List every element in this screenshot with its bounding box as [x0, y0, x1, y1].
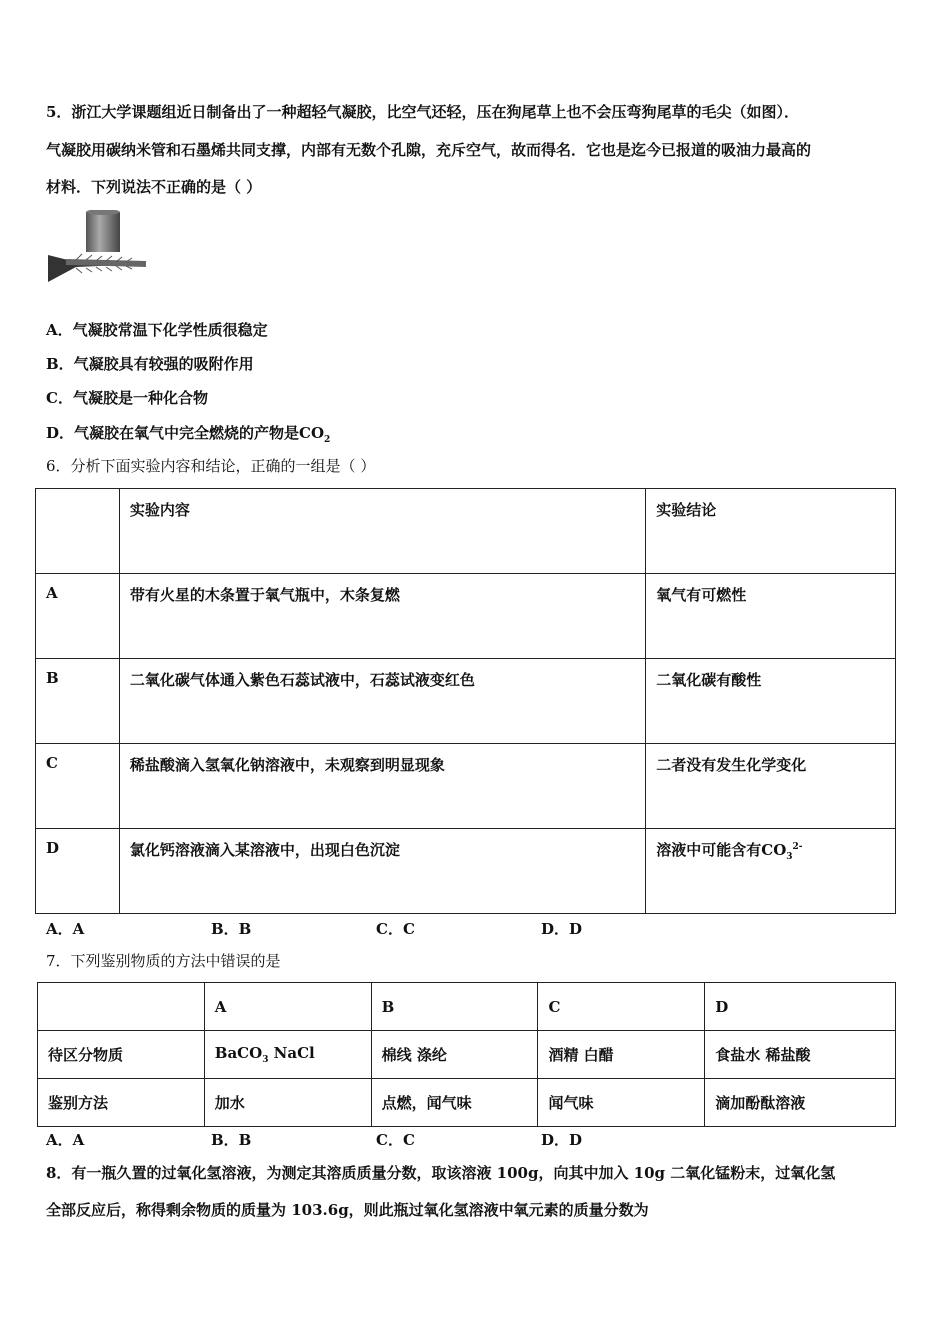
q6-table — [35, 488, 896, 914]
q7-header-b: B — [371, 983, 538, 1031]
q6-header-content: 实验内容 — [119, 489, 645, 574]
q6-header-conclusion: 实验结论 — [646, 489, 896, 574]
q6-row-content: 二氧化碳气体通入紫色石蕊试液中，石蕊试液变红色 — [119, 659, 645, 744]
q6-header-row — [36, 489, 896, 574]
q5-option-a: A．气凝胶常温下化学性质很稳定 — [46, 321, 268, 339]
q6-row-content: 氯化钙溶液滴入某溶液中，出现白色沉淀 — [119, 829, 645, 914]
q5-option-b: B．气凝胶具有较强的吸附作用 — [46, 355, 254, 373]
q7-answer-options — [0, 1129, 950, 1149]
q6-row-label: C — [36, 744, 120, 829]
q5-option-d-text: D．气凝胶在氧气中完全燃烧的产物是CO — [46, 424, 325, 442]
q7-table — [37, 982, 896, 1127]
q5-option-c: C．气凝胶是一种化合物 — [46, 389, 208, 407]
q6-row-label: A — [36, 574, 120, 659]
q5-line-2: 气凝胶用碳纳米管和石墨烯共同支撑，内部有无数个孔隙，充斥空气，故而得名．它也是迄今已报道的吸油力最高的 — [46, 141, 812, 159]
q6-header-blank — [36, 489, 120, 574]
q7-title: 7．下列鉴别物质的方法中错误的是 — [46, 952, 281, 970]
q6-answer-d[interactable]: D．D — [541, 920, 583, 938]
q7-header-blank — [38, 983, 205, 1031]
q7-answer-a[interactable]: A．A — [46, 1131, 85, 1149]
q5-option-d-subscript: 2 — [324, 435, 331, 445]
q7-header-c: C — [538, 983, 705, 1031]
q7-method-row — [38, 1079, 896, 1127]
q5-line-1: 5．浙江大学课题组近日制备出了一种超轻气凝胶，比空气还轻，压在狗尾草上也不会压弯狗尾草的毛尖（如图）． — [46, 103, 799, 121]
q5-option-d — [46, 423, 330, 450]
q6-answer-b[interactable]: B．B — [211, 920, 252, 938]
q7-answer-b[interactable]: B．B — [211, 1131, 252, 1149]
aerogel-on-grass-figure — [46, 210, 150, 290]
q6-row-label: D — [36, 829, 120, 914]
q8-line-2: 全部反应后，称得剩余物质的质量为 103.6g，则此瓶过氧化氢溶液中氧元素的质量分数为 — [46, 1201, 649, 1219]
q7-header-a: A — [204, 983, 371, 1031]
q6-row-content: 带有火星的木条置于氧气瓶中，木条复燃 — [119, 574, 645, 659]
q7-header-row — [38, 983, 896, 1031]
q7-substances-row — [38, 1031, 896, 1079]
q6-row-conclusion — [646, 829, 896, 914]
q6-row-b — [36, 659, 896, 744]
q7-header-d: D — [705, 983, 896, 1031]
q7-method-c: 闻气味 — [538, 1079, 705, 1127]
q7-method-a: 加水 — [204, 1079, 371, 1127]
q7-method-d: 滴加酚酞溶液 — [705, 1079, 896, 1127]
q6-answer-c[interactable]: C．C — [376, 920, 415, 938]
q6-row-content: 稀盐酸滴入氢氧化钠溶液中，未观察到明显现象 — [119, 744, 645, 829]
q7-substances-b: 棉线 涤纶 — [371, 1031, 538, 1079]
q6-row-d — [36, 829, 896, 914]
q6-row-d-conclusion-text: 溶液中可能含有CO — [656, 841, 787, 859]
q6-row-d-subscript: 3 — [786, 852, 793, 862]
q7-substances-a-subscript: 3 — [262, 1055, 269, 1065]
q7-substances-c: 酒精 白醋 — [538, 1031, 705, 1079]
q6-answer-options — [0, 918, 950, 938]
q7-substances-a — [204, 1031, 371, 1079]
q6-row-conclusion: 二氧化碳有酸性 — [646, 659, 896, 744]
q6-row-a — [36, 574, 896, 659]
q6-answer-a[interactable]: A．A — [46, 920, 85, 938]
q6-title: 6．分析下面实验内容和结论，正确的一组是（ ） — [46, 457, 376, 475]
q7-method-label: 鉴别方法 — [38, 1079, 205, 1127]
q7-substances-d: 食盐水 稀盐酸 — [705, 1031, 896, 1079]
q7-answer-d[interactable]: D．D — [541, 1131, 583, 1149]
q7-substances-label: 待区分物质 — [38, 1031, 205, 1079]
q7-substances-a-suffix: NaCl — [268, 1044, 315, 1062]
q7-method-b: 点燃，闻气味 — [371, 1079, 538, 1127]
q6-row-label: B — [36, 659, 120, 744]
q6-row-conclusion: 氧气有可燃性 — [646, 574, 896, 659]
q8-line-1: 8．有一瓶久置的过氧化氢溶液，为测定其溶质质量分数，取该溶液 100g，向其中加入 10g 二氧化锰粉末，过氧化氢 — [46, 1164, 836, 1182]
q6-row-c — [36, 744, 896, 829]
q7-substances-a-prefix: BaCO — [214, 1044, 263, 1062]
q6-row-conclusion: 二者没有发生化学变化 — [646, 744, 896, 829]
q5-line-3: 材料．下列说法不正确的是（ ） — [46, 178, 262, 196]
q6-row-d-superscript: 2- — [792, 842, 803, 852]
q7-answer-c[interactable]: C．C — [376, 1131, 415, 1149]
